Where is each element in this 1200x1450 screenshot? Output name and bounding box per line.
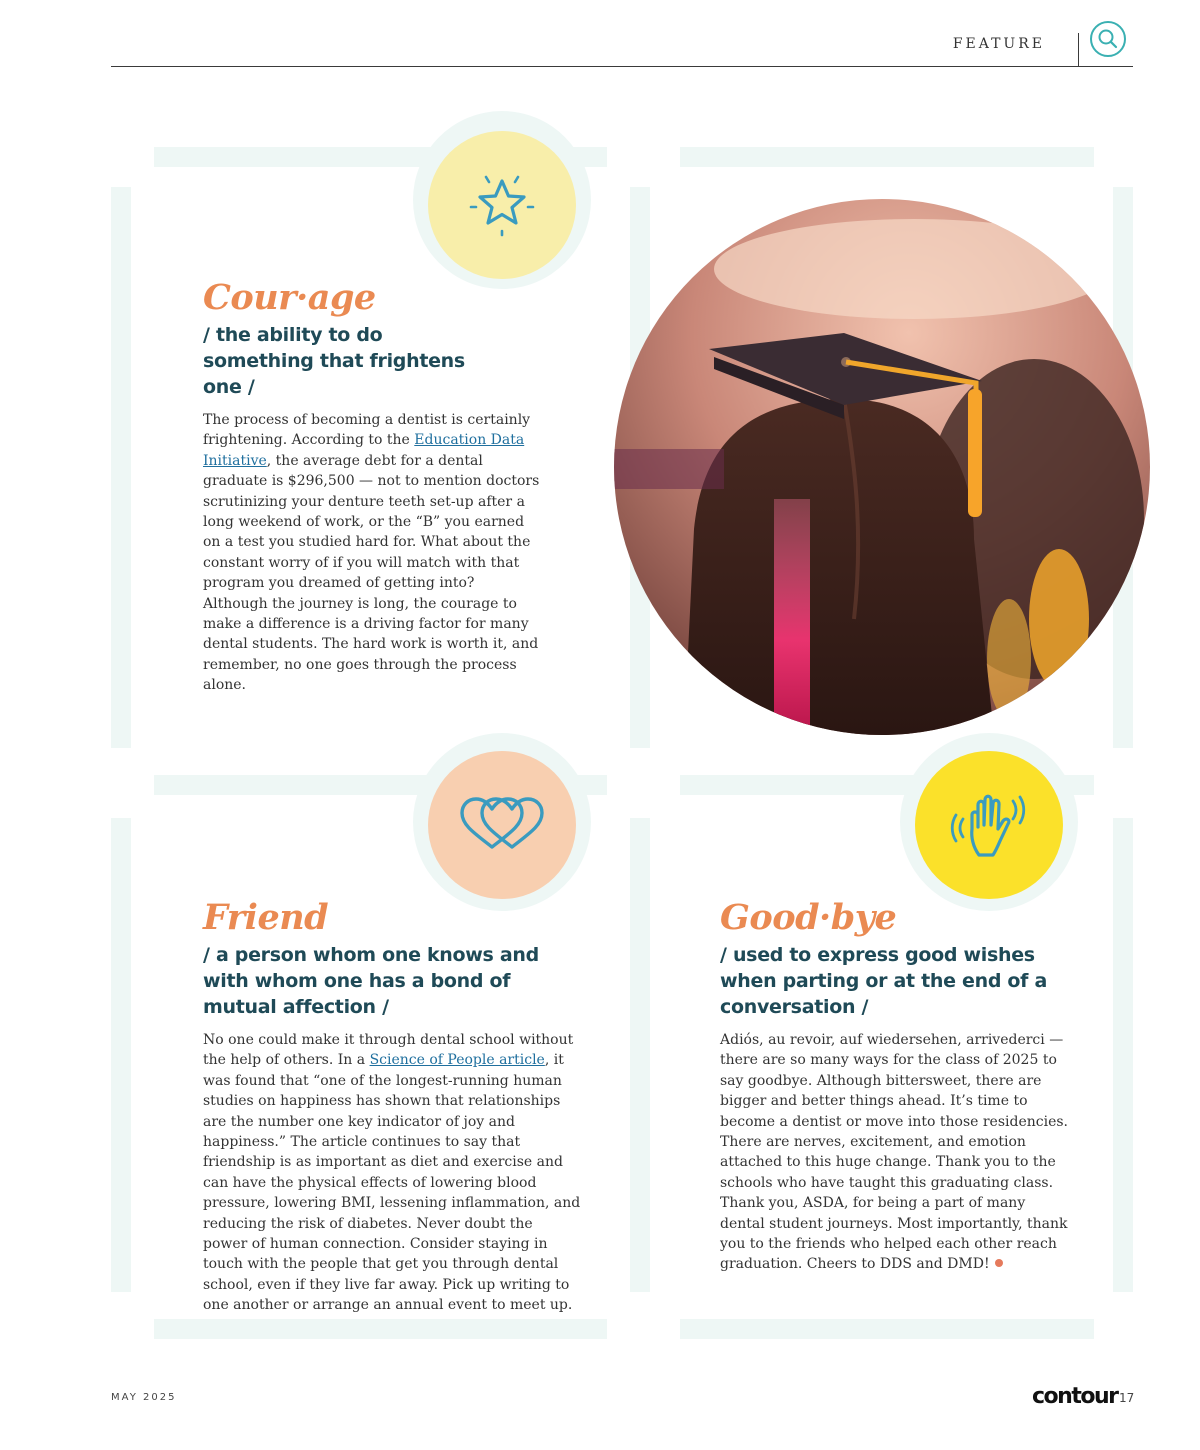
end-mark (995, 1259, 1003, 1267)
frame-bar (680, 1319, 1094, 1339)
page-number: 17 (1119, 1391, 1135, 1405)
hearts-icon (454, 785, 550, 865)
frame-bar (111, 818, 131, 1292)
entry-word: Good·bye (720, 897, 897, 938)
friend-icon-badge (428, 751, 576, 899)
friend-entry (203, 898, 581, 1316)
search-icon (1097, 28, 1119, 50)
science-of-people-link[interactable]: Science of People article (369, 1052, 545, 1069)
courage-entry (203, 278, 543, 696)
entry-definition: / used to express good wishes when parting or at the end of a conversation / (720, 944, 1047, 1018)
graduation-photo (614, 199, 1150, 735)
frame-bar (154, 1319, 607, 1339)
section-label: FEATURE (952, 36, 1045, 52)
entry-body: Adiós, au revoir, auf wiedersehen, arrivederci — there are so many ways for the class of 2025 to say goodbye. Although bittersweet, there are bigger and better things ahead. It’s time to become a dentist or move into those residencies. There are nerves, excitement, and emotion attached to this huge change. Thank you to the schools who have taught this graduating class. Thank you, ASDA, for being a part of many dental student journeys. Most importantly, thank you to the friends who helped each other reach graduation. Cheers to DDS and DMD! (720, 1032, 1069, 1273)
frame-bar (680, 147, 1094, 167)
entry-word: Cour·age (203, 277, 376, 318)
brand-logo: contour (1032, 1384, 1118, 1409)
entry-body: No one could make it through dental school without the help of others. In a Science of People article, it was found that “one of the longest-running human studies on happiness has shown that relationships are the number one key indicator of joy and happiness.” The article continues to say that friendship is as important as diet and exercise and can have the physical effects of lowering blood pressure, lowering BMI, lessening inflammation, and reducing the risk of diabetes. Never doubt the power of human connection. Consider staying in touch with the people that get you through dental school, even if they live far away. Pick up writing to one another or arrange an annual event to meet up. (203, 1032, 581, 1314)
footer-date: MAY 2025 (111, 1392, 177, 1403)
entry-word: Friend (203, 897, 329, 938)
entry-definition: / the ability to do something that frightens one / (203, 324, 465, 398)
entry-body: The process of becoming a dentist is certainly frightening. According to the Education Data Initiative, the average debt for a dental graduate is $296,500 — not to mention doctors scrutinizing your denture teeth set-up after a long weekend of work, or the “B” you earned on a test you studied hard for. What about the constant worry of if you will match with that program you dreamed of getting into? Although the journey is long, the courage to make a difference is a driving factor for many dental students. The hard work is worth it, and remember, no one goes through the process alone. (203, 412, 540, 694)
frame-bar (1113, 818, 1133, 1292)
goodbye-icon-badge (915, 751, 1063, 899)
header-rule (111, 66, 1133, 67)
star-icon (462, 165, 542, 245)
graduate-cap-image (614, 199, 1150, 735)
frame-bar (111, 187, 131, 748)
entry-definition: / a person whom one knows and with whom one has a bond of mutual affection / (203, 944, 539, 1018)
waving-hand-icon (941, 785, 1037, 865)
search-button[interactable] (1090, 21, 1126, 57)
courage-icon-badge (428, 131, 576, 279)
header-divider (1078, 33, 1079, 67)
education-data-initiative-link[interactable]: Education Data Initiative (203, 432, 525, 469)
frame-bar (630, 818, 650, 1292)
goodbye-entry (720, 898, 1070, 1275)
